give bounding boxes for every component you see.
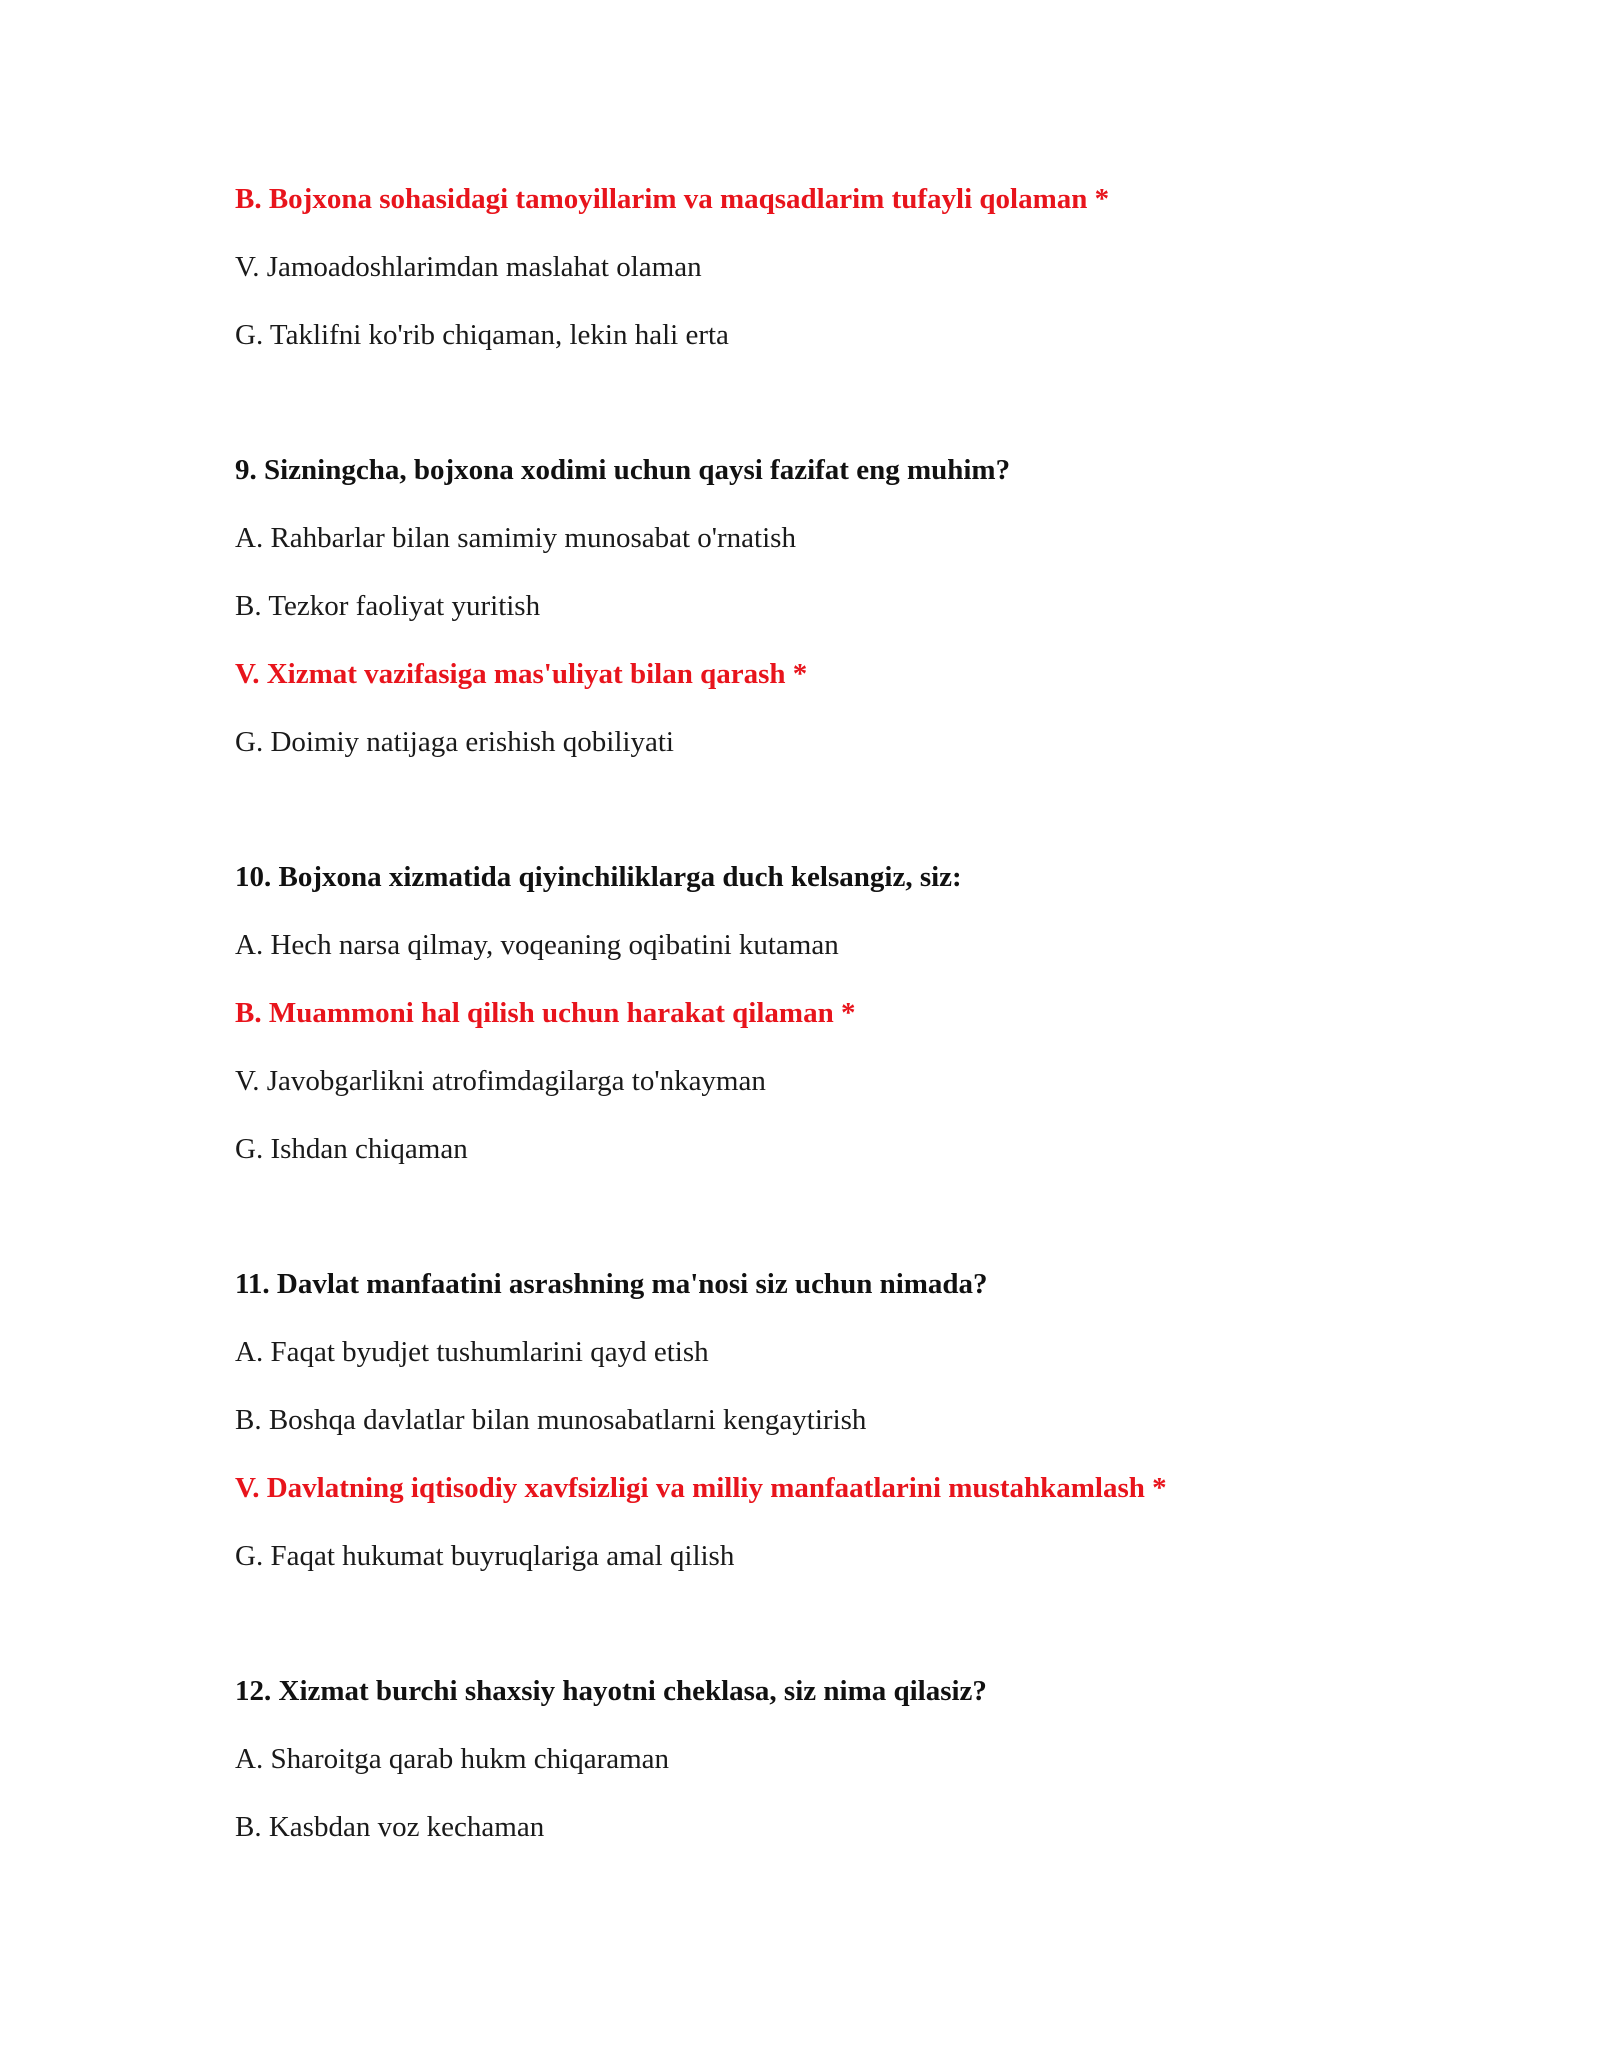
answer-option-correct: B. Bojxona sohasidagi tamoyillarim va maqsadlarim tufayli qolaman * xyxy=(235,183,1110,215)
answer-option-correct: B. Muammoni hal qilish uchun harakat qilaman * xyxy=(235,997,856,1029)
answer-option: V. Javobgarlikni atrofimdagilarga to'nkayman xyxy=(235,1065,766,1097)
answer-option: G. Doimiy natijaga erishish qobiliyati xyxy=(235,726,674,758)
answer-option: A. Hech narsa qilmay, voqeaning oqibatini kutaman xyxy=(235,929,839,961)
answer-option: V. Jamoadoshlarimdan maslahat olaman xyxy=(235,251,702,283)
answer-option: A. Faqat byudjet tushumlarini qayd etish xyxy=(235,1336,709,1368)
question-text: 9. Sizningcha, bojxona xodimi uchun qaysi fazifat eng muhim? xyxy=(235,454,1011,486)
question-text: 12. Xizmat burchi shaxsiy hayotni cheklasa, siz nima qilasiz? xyxy=(235,1675,987,1707)
answer-option: G. Taklifni ko'rib chiqaman, lekin hali erta xyxy=(235,319,729,351)
answer-option: B. Tezkor faoliyat yuritish xyxy=(235,590,541,622)
block-spacer xyxy=(235,793,1435,860)
answer-option: B. Boshqa davlatlar bilan munosabatlarni kengaytirish xyxy=(235,1404,867,1436)
quiz-content xyxy=(235,182,1435,1878)
block-spacer xyxy=(235,1200,1435,1267)
answer-option-correct: V. Davlatning iqtisodiy xavfsizligi va milliy manfaatlarini mustahkamlash * xyxy=(235,1472,1167,1504)
question-text: 11. Davlat manfaatini asrashning ma'nosi siz uchun nimada? xyxy=(235,1268,988,1300)
block-spacer xyxy=(235,1607,1435,1674)
question-block-9 xyxy=(235,453,1435,759)
answer-option: A. Rahbarlar bilan samimiy munosabat o'rnatish xyxy=(235,522,796,554)
answer-option-correct: V. Xizmat vazifasiga mas'uliyat bilan qarash * xyxy=(235,658,808,690)
answer-option: G. Faqat hukumat buyruqlariga amal qilish xyxy=(235,1540,735,1572)
question-block-10 xyxy=(235,860,1435,1166)
answer-option: B. Kasbdan voz kechaman xyxy=(235,1811,545,1843)
answer-option: A. Sharoitga qarab hukm chiqaraman xyxy=(235,1743,670,1775)
question-block-8 xyxy=(235,182,1435,352)
answer-option: G. Ishdan chiqaman xyxy=(235,1133,468,1165)
question-block-11 xyxy=(235,1267,1435,1573)
question-text: 10. Bojxona xizmatida qiyinchiliklarga duch kelsangiz, siz: xyxy=(235,861,962,893)
block-spacer xyxy=(235,386,1435,453)
question-block-12 xyxy=(235,1674,1435,1844)
